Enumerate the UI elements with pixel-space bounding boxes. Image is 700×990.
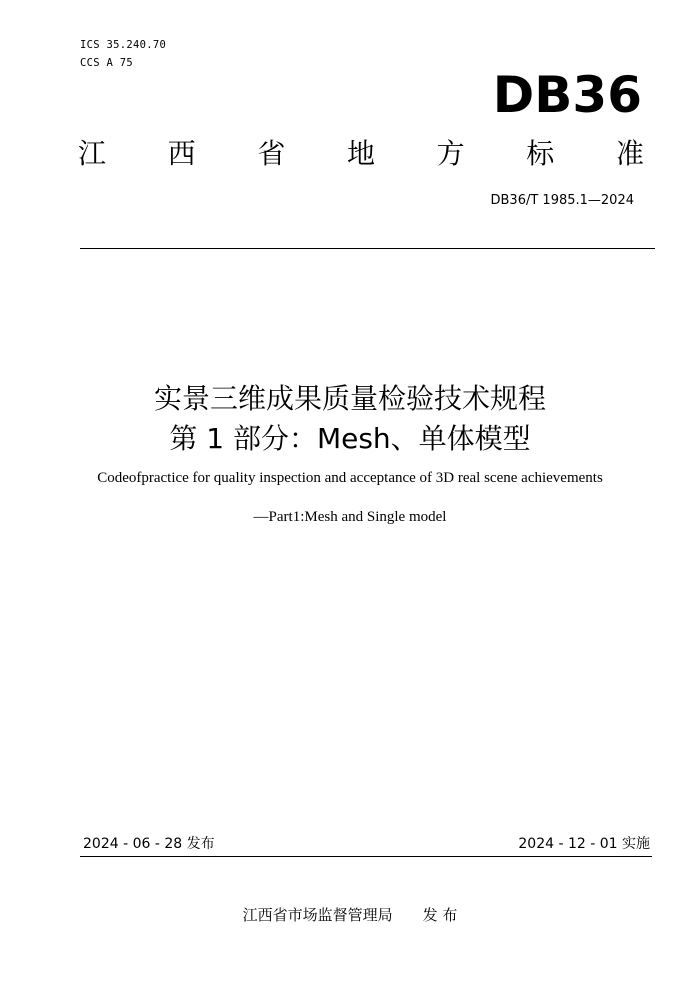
ccs-code: CCS A 75 — [80, 57, 133, 69]
issuer-line — [0, 904, 700, 926]
standard-type-char: 省 — [257, 137, 286, 170]
implementation-date: 2024 - 12 - 01 实施 — [518, 836, 650, 852]
standard-type-char: 江 — [78, 137, 107, 170]
standard-type-char: 地 — [346, 137, 375, 170]
english-subtitle: —Part1:Mesh and Single model — [253, 509, 447, 525]
bottom-divider — [80, 856, 652, 857]
document-title: 实景三维成果质量检验技术规程 — [153, 382, 546, 415]
issue-date: 2024 - 06 - 28 发布 — [83, 836, 215, 852]
top-divider — [80, 248, 655, 249]
standard-type-char: 准 — [615, 137, 644, 170]
standard-type-heading — [78, 134, 644, 174]
document-subtitle: 第 1 部分：Mesh、单体模型 — [169, 422, 531, 455]
issuer-action: 发 布 — [422, 906, 458, 924]
issuer-name: 江西省市场监督管理局 — [242, 906, 393, 924]
classification-codes — [80, 36, 166, 72]
english-title: Codeofpractice for quality inspection and acceptance of 3D real scene achievements — [97, 470, 603, 486]
standard-type-char: 西 — [167, 137, 196, 170]
db36-logo: DB36 — [492, 66, 642, 124]
ics-code: ICS 35.240.70 — [80, 39, 167, 51]
standard-type-char: 标 — [526, 137, 555, 170]
standard-type-char: 方 — [436, 137, 465, 170]
standard-number: DB36/T 1985.1—2024 — [490, 193, 634, 208]
